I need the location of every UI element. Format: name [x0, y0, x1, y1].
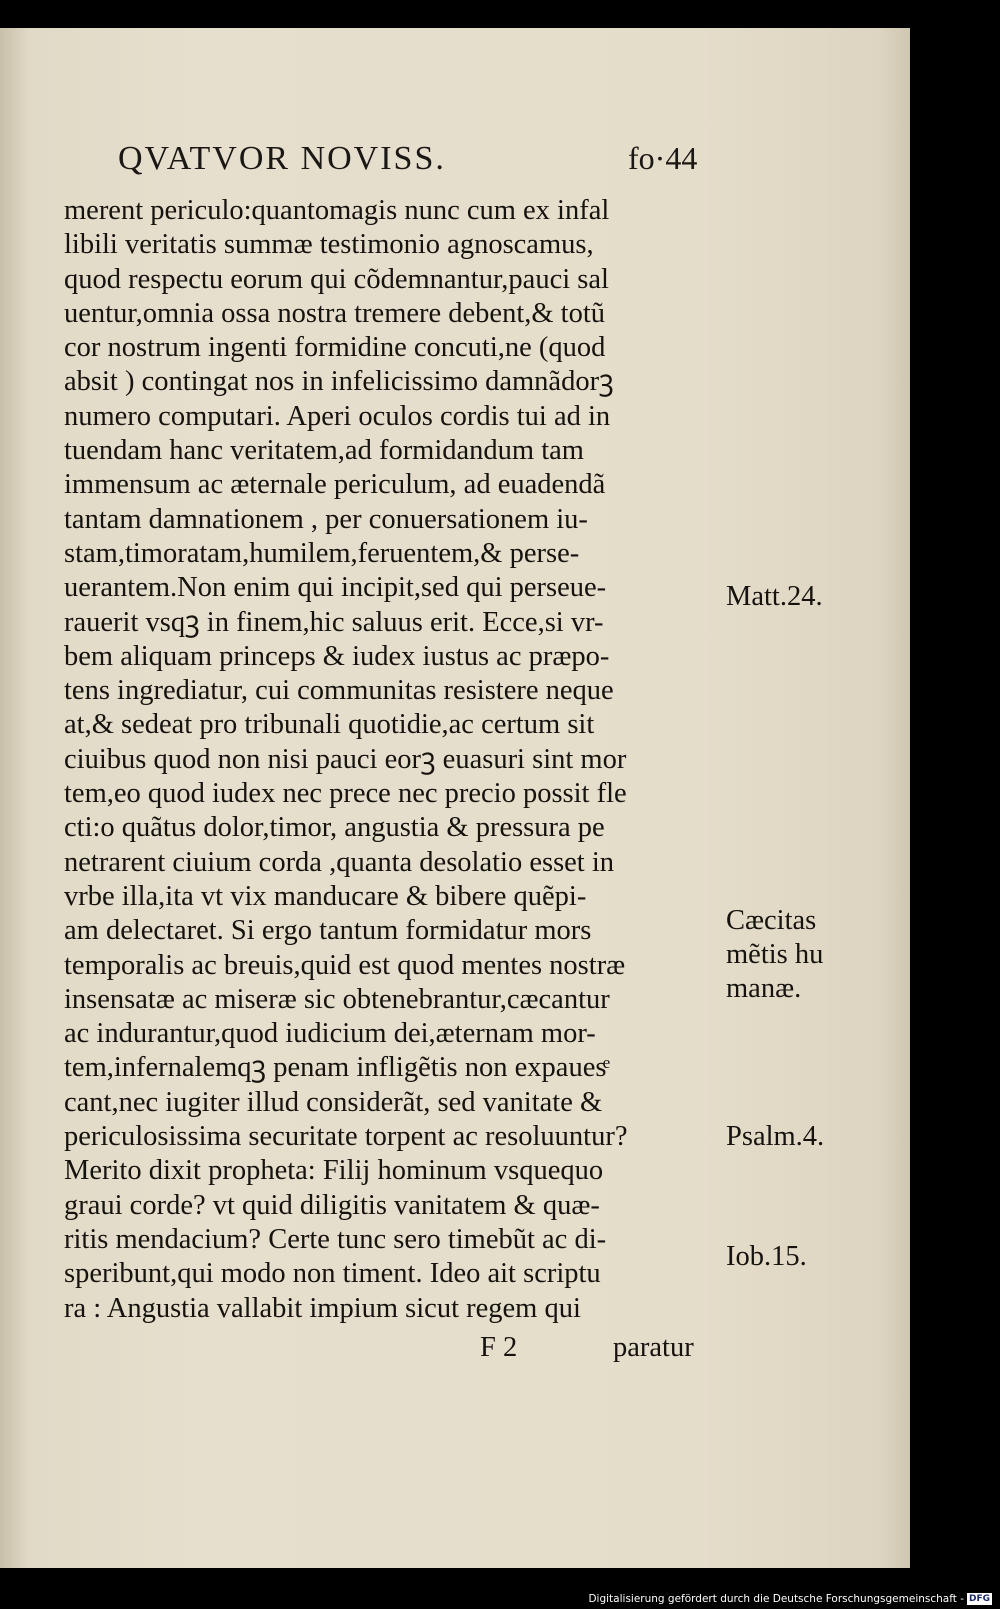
page-header [118, 140, 718, 190]
text-line: tens ingrediatur, cui communitas resistere neque [64, 675, 614, 707]
digitization-credit [588, 1593, 992, 1605]
text-line: rauerit vsqꝫ in finem,hic saluus erit. Ecce,si vr- [64, 606, 604, 638]
text-line: netrarent ciuium corda ,quanta desolatio esset in [64, 846, 615, 878]
text-line: cti:o quãtus dolor,timor, angustia & pressura pe [64, 812, 605, 844]
text-line: insensatæ ac miseræ sic obtenebrantur,cæcantur [64, 983, 610, 1015]
marginal-note-caecitas [726, 904, 876, 1006]
catchword: paratur [613, 1332, 694, 1363]
book-page [0, 28, 910, 1568]
marginal-note-matt [726, 580, 876, 614]
signature-line [480, 1332, 720, 1372]
text-line: temporalis ac breuis,quid est quod mentes nostræ [64, 949, 626, 981]
text-line: uentur,omnia ossa nostra tremere debent,& totũ [64, 297, 605, 329]
text-line: ac indurantur,quod iudicium dei,æternam mor- [64, 1018, 596, 1050]
folio-number: fo·44 [628, 140, 698, 176]
text-line: vrbe illa,ita vt vix manducare & bibere quẽpi- [64, 880, 587, 912]
text-line: numero computari. Aperi oculos cordis tui ad in [64, 400, 611, 432]
text-line: stam,timoratam,humilem,feruentem,& perse- [64, 537, 580, 569]
text-line: quod respectu eorum qui cõdemnantur,pauci sal [64, 263, 609, 295]
dfg-logo: DFG [968, 1594, 990, 1604]
text-line: bem aliquam princeps & iudex iustus ac præpo- [64, 640, 610, 672]
marginal-line: mẽtis hu [726, 939, 824, 970]
credit-text: Digitalisierung gefördert durch die Deutsche Forschungsgemeinschaft - [588, 1593, 964, 1605]
text-line: Merito dixit propheta: Filij hominum vsquequo [64, 1155, 604, 1187]
text-line: graui corde? vt quid diligitis vanitatem & quæ- [64, 1189, 600, 1221]
signature-mark: F 2 [480, 1332, 518, 1363]
text-line: tem,eo quod iudex nec prece nec precio possit fle [64, 778, 627, 810]
body-text [64, 194, 724, 1326]
text-line: tantam damnationem , per conuersationem iu- [64, 503, 588, 535]
marginal-line: Cæcitas [726, 905, 817, 936]
marginal-line: manæ. [726, 973, 802, 1004]
text-line: absit ) contingat nos in infelicissimo damnãdorꝫ [64, 366, 614, 398]
text-line: immensum ac æternale periculum, ad euadendã [64, 469, 606, 501]
text-line: ra : Angustia vallabit impium sicut regem qui [64, 1292, 581, 1324]
marginal-line: Psalm.4. [726, 1121, 825, 1152]
marginal-note-iob [726, 1240, 876, 1274]
marginal-line: Iob.15. [726, 1241, 807, 1272]
text-line: cor nostrum ingenti formidine concuti,ne (quod [64, 332, 606, 364]
text-line: ciuibus quod non nisi pauci eorꝫ euasuri sint mor [64, 743, 627, 775]
marginal-line: Matt.24. [726, 581, 823, 612]
text-line: am delectaret. Si ergo tantum formidatur mors [64, 915, 592, 947]
text-line: speribunt,qui modo non timent. Ideo ait scriptu [64, 1258, 601, 1290]
text-line: libili veritatis summæ testimonio agnoscamus, [64, 229, 594, 261]
text-line: uerantem.Non enim qui incipit,sed qui perseue- [64, 572, 607, 604]
text-line: at,& sedeat pro tribunali quotidie,ac certum sit [64, 709, 595, 741]
marginal-note-psalm [726, 1120, 876, 1154]
text-line: periculosissima securitate torpent ac resoluuntur? [64, 1121, 628, 1153]
text-line: tem,infernalemqꝫ penam infligẽtis non expauesͤ [64, 1052, 607, 1084]
text-line: tuendam hanc veritatem,ad formidandum tam [64, 435, 584, 467]
text-line: merent periculo:quantomagis nunc cum ex infal [64, 195, 610, 226]
text-line: ritis mendacium? Certe tunc sero timebũt ac di- [64, 1223, 607, 1255]
running-head: QVATVOR NOVISS. [118, 140, 446, 177]
text-line: cant,nec iugiter illud considerãt, sed vanitate & [64, 1086, 603, 1118]
